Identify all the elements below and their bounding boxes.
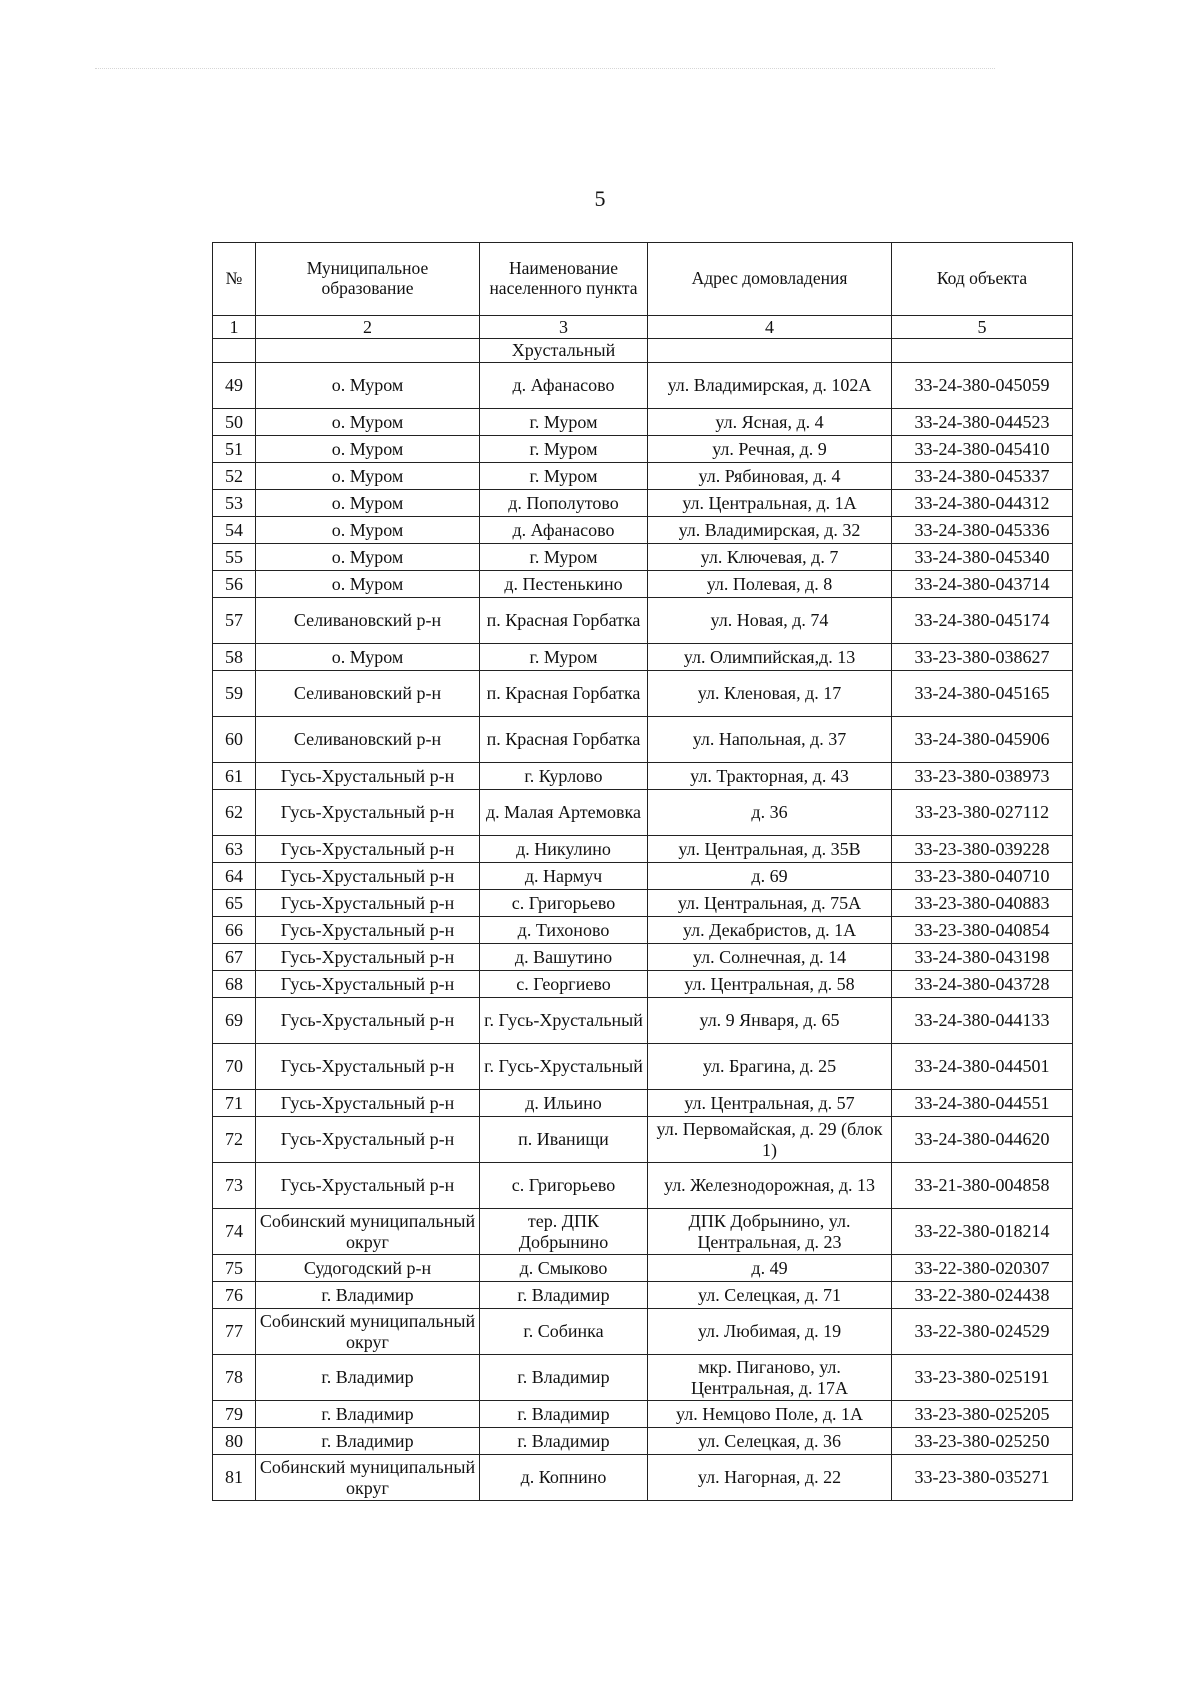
header-object-code: Код объекта [892,243,1073,316]
cell-address: мкр. Пиганово, ул. Центральная, д. 17А [648,1355,892,1401]
cell-settlement: д. Ильино [480,1090,648,1117]
table-row [213,1255,1073,1282]
cell-municipality: Собинский муниципальный округ [256,1309,480,1355]
cell-settlement: д. Афанасово [480,363,648,409]
table-row [213,1455,1073,1501]
household-registry-table [212,242,1073,1501]
cell-address: ул. Селецкая, д. 36 [648,1428,892,1455]
cell-object-code: 33-24-380-044501 [892,1044,1073,1090]
cell-municipality: о. Муром [256,490,480,517]
cell-object-code: 33-24-380-043714 [892,571,1073,598]
cell-settlement: г. Собинка [480,1309,648,1355]
cell-object-code: 33-23-380-040710 [892,863,1073,890]
table-row [213,790,1073,836]
cell-object-code: 33-24-380-045337 [892,463,1073,490]
cell-address: ул. Любимая, д. 19 [648,1309,892,1355]
cell-number: 72 [213,1117,256,1163]
cell-address: ул. Владимирская, д. 102А [648,363,892,409]
table-row [213,1309,1073,1355]
cell-number: 60 [213,717,256,763]
cell [892,339,1073,363]
table-row [213,463,1073,490]
cell-number: 50 [213,409,256,436]
scan-artifact-line [95,68,995,73]
cell-object-code: 33-23-380-025191 [892,1355,1073,1401]
cell-address: ул. Олимпийская,д. 13 [648,644,892,671]
cell-address: ул. Новая, д. 74 [648,598,892,644]
cell-settlement: п. Иванищи [480,1117,648,1163]
cell-settlement: г. Курлово [480,763,648,790]
cell-settlement: д. Тихоново [480,917,648,944]
cell-object-code: 33-24-380-045336 [892,517,1073,544]
table-row [213,598,1073,644]
cell-address: ул. Селецкая, д. 71 [648,1282,892,1309]
cell-number: 65 [213,890,256,917]
page-number: 5 [594,186,606,211]
table-row [213,1117,1073,1163]
cell-municipality: Гусь-Хрустальный р-н [256,790,480,836]
cell-municipality: Гусь-Хрустальный р-н [256,917,480,944]
table-row [213,1163,1073,1209]
cell-municipality: о. Муром [256,644,480,671]
cell-number: 66 [213,917,256,944]
cell-settlement: г. Владимир [480,1282,648,1309]
cell-object-code: 33-22-380-018214 [892,1209,1073,1255]
cell-settlement: г. Владимир [480,1355,648,1401]
cell-settlement: д. Вашутино [480,944,648,971]
cell-object-code: 33-24-380-043728 [892,971,1073,998]
cell-address: ул. Брагина, д. 25 [648,1044,892,1090]
cell-address: ул. 9 Января, д. 65 [648,998,892,1044]
cell-object-code: 33-24-380-045906 [892,717,1073,763]
cell-object-code: 33-24-380-045340 [892,544,1073,571]
table-row [213,409,1073,436]
cell-municipality: Гусь-Хрустальный р-н [256,763,480,790]
table-row [213,863,1073,890]
cell-number: 77 [213,1309,256,1355]
cell-object-code: 33-24-380-044312 [892,490,1073,517]
cell-municipality: Гусь-Хрустальный р-н [256,944,480,971]
cell [256,339,480,363]
table-body [213,339,1073,1501]
cell-object-code: 33-24-380-045174 [892,598,1073,644]
cell-number: 80 [213,1428,256,1455]
cell-municipality: о. Муром [256,436,480,463]
cell-municipality: Гусь-Хрустальный р-н [256,971,480,998]
cell-municipality: г. Владимир [256,1355,480,1401]
table-row [213,1209,1073,1255]
cell-object-code: 33-23-380-025250 [892,1428,1073,1455]
cell-object-code: 33-23-380-027112 [892,790,1073,836]
cell-object-code: 33-22-380-024529 [892,1309,1073,1355]
cell-municipality: Селивановский р-н [256,671,480,717]
cell-object-code: 33-24-380-044523 [892,409,1073,436]
header-settlement: Наименование населенного пункта [480,243,648,316]
cell-number: 57 [213,598,256,644]
column-number: 5 [892,316,1073,339]
cell-number: 74 [213,1209,256,1255]
cell [213,339,256,363]
column-number-row [213,316,1073,339]
table-row [213,1090,1073,1117]
cell-address: ул. Первомайская, д. 29 (блок 1) [648,1117,892,1163]
cell-number: 75 [213,1255,256,1282]
table-row [213,517,1073,544]
cell-settlement: г. Владимир [480,1401,648,1428]
cell-object-code: 33-23-380-025205 [892,1401,1073,1428]
table-row [213,836,1073,863]
cell-number: 81 [213,1455,256,1501]
cell-settlement: с. Георгиево [480,971,648,998]
cell-settlement: д. Копнино [480,1455,648,1501]
cell-object-code: 33-24-380-045059 [892,363,1073,409]
cell-address: д. 69 [648,863,892,890]
cell-municipality: о. Муром [256,409,480,436]
cell-number: 61 [213,763,256,790]
cell: Хрустальный [480,339,648,363]
cell-settlement: п. Красная Горбатка [480,717,648,763]
table-row [213,763,1073,790]
cell-address: ул. Ясная, д. 4 [648,409,892,436]
table-row [213,890,1073,917]
cell-number: 68 [213,971,256,998]
cell-number: 49 [213,363,256,409]
column-number: 3 [480,316,648,339]
cell-object-code: 33-23-380-038973 [892,763,1073,790]
cell-object-code: 33-23-380-035271 [892,1455,1073,1501]
cell-object-code: 33-24-380-044133 [892,998,1073,1044]
cell-settlement: тер. ДПК Добрынино [480,1209,648,1255]
cell-number: 63 [213,836,256,863]
cell-object-code: 33-23-380-038627 [892,644,1073,671]
cell-settlement: г. Владимир [480,1428,648,1455]
cell-address: ул. Полевая, д. 8 [648,571,892,598]
cell-address: ул. Центральная, д. 58 [648,971,892,998]
cell-municipality: Гусь-Хрустальный р-н [256,1044,480,1090]
cell-settlement: г. Муром [480,436,648,463]
column-number: 1 [213,316,256,339]
cell-address: ул. Железнодорожная, д. 13 [648,1163,892,1209]
cell-settlement: д. Смыково [480,1255,648,1282]
cell-address: ул. Немцово Поле, д. 1А [648,1401,892,1428]
table-row [213,944,1073,971]
cell-address: ул. Центральная, д. 57 [648,1090,892,1117]
cell-number: 78 [213,1355,256,1401]
table-row [213,717,1073,763]
table-row [213,671,1073,717]
cell-settlement: д. Малая Артемовка [480,790,648,836]
cell-address: ул. Рябиновая, д. 4 [648,463,892,490]
cell-address: ул. Центральная, д. 1А [648,490,892,517]
cell-number: 53 [213,490,256,517]
cell-number: 54 [213,517,256,544]
table-row [213,644,1073,671]
table-row [213,436,1073,463]
cell-municipality: о. Муром [256,544,480,571]
cell-municipality: Гусь-Хрустальный р-н [256,890,480,917]
column-number: 2 [256,316,480,339]
cell-number: 76 [213,1282,256,1309]
cell-municipality: Собинский муниципальный округ [256,1209,480,1255]
cell-object-code: 33-24-380-044620 [892,1117,1073,1163]
cell-municipality: Гусь-Хрустальный р-н [256,998,480,1044]
cell-number: 62 [213,790,256,836]
table-row [213,363,1073,409]
cell-settlement: г. Гусь-Хрустальный [480,1044,648,1090]
table-row [213,1355,1073,1401]
table-row [213,1044,1073,1090]
cell-municipality: Селивановский р-н [256,717,480,763]
cell-settlement: г. Муром [480,644,648,671]
cell-address: ул. Речная, д. 9 [648,436,892,463]
cell-address: д. 49 [648,1255,892,1282]
table-row [213,490,1073,517]
cell-number: 73 [213,1163,256,1209]
cell-municipality: Судогодский р-н [256,1255,480,1282]
cell-settlement: д. Нармуч [480,863,648,890]
cell-object-code: 33-24-380-043198 [892,944,1073,971]
cell-number: 52 [213,463,256,490]
cell-settlement: д. Пополутово [480,490,648,517]
cell-municipality: г. Владимир [256,1401,480,1428]
cell-settlement: г. Муром [480,409,648,436]
table-row [213,1282,1073,1309]
cell-settlement: г. Муром [480,544,648,571]
table-row [213,917,1073,944]
cell [648,339,892,363]
cell-settlement: д. Афанасово [480,517,648,544]
cell-municipality: Гусь-Хрустальный р-н [256,863,480,890]
cell-municipality: о. Муром [256,463,480,490]
cell-settlement: п. Красная Горбатка [480,671,648,717]
cell-number: 79 [213,1401,256,1428]
cell-address: д. 36 [648,790,892,836]
cell-settlement: д. Никулино [480,836,648,863]
cell-number: 55 [213,544,256,571]
table-row [213,544,1073,571]
cell-settlement: г. Муром [480,463,648,490]
cell-settlement: п. Красная Горбатка [480,598,648,644]
cell-municipality: о. Муром [256,363,480,409]
cell-address: ул. Кленовая, д. 17 [648,671,892,717]
cell-number: 69 [213,998,256,1044]
cell-settlement: г. Гусь-Хрустальный [480,998,648,1044]
column-number: 4 [648,316,892,339]
cell-municipality: г. Владимир [256,1282,480,1309]
table-row [213,971,1073,998]
header-address: Адрес домовладения [648,243,892,316]
cell-address: ул. Владимирская, д. 32 [648,517,892,544]
cell-municipality: Гусь-Хрустальный р-н [256,1117,480,1163]
table-row [213,1428,1073,1455]
cell-number: 59 [213,671,256,717]
header-number: № [213,243,256,316]
cell-settlement: с. Григорьево [480,1163,648,1209]
cell-municipality: Гусь-Хрустальный р-н [256,836,480,863]
cell-municipality: г. Владимир [256,1428,480,1455]
header-municipality: Муниципальное образование [256,243,480,316]
cell-settlement: д. Пестенькино [480,571,648,598]
cell-number: 64 [213,863,256,890]
cell-number: 67 [213,944,256,971]
cell-address: ул. Центральная, д. 75А [648,890,892,917]
cell-settlement: с. Григорьево [480,890,648,917]
cell-object-code: 33-24-380-045165 [892,671,1073,717]
table-header-row [213,243,1073,316]
cell-municipality: о. Муром [256,571,480,598]
cell-address: ул. Нагорная, д. 22 [648,1455,892,1501]
cell-number: 56 [213,571,256,598]
table-row [213,571,1073,598]
cell-object-code: 33-22-380-020307 [892,1255,1073,1282]
cell-object-code: 33-24-380-044551 [892,1090,1073,1117]
cell-number: 58 [213,644,256,671]
cell-object-code: 33-23-380-040883 [892,890,1073,917]
cell-number: 70 [213,1044,256,1090]
cell-municipality: Гусь-Хрустальный р-н [256,1090,480,1117]
table-row [213,998,1073,1044]
cell-municipality: Гусь-Хрустальный р-н [256,1163,480,1209]
cell-address: ул. Напольная, д. 37 [648,717,892,763]
cell-address: ул. Центральная, д. 35В [648,836,892,863]
cell-object-code: 33-23-380-039228 [892,836,1073,863]
cell-municipality: Селивановский р-н [256,598,480,644]
cell-address: ул. Ключевая, д. 7 [648,544,892,571]
cell-object-code: 33-24-380-045410 [892,436,1073,463]
table-row [213,1401,1073,1428]
cell-object-code: 33-21-380-004858 [892,1163,1073,1209]
cell-address: ДПК Добрынино, ул. Центральная, д. 23 [648,1209,892,1255]
cell-address: ул. Тракторная, д. 43 [648,763,892,790]
continuation-row [213,339,1073,363]
cell-number: 71 [213,1090,256,1117]
cell-object-code: 33-23-380-040854 [892,917,1073,944]
cell-object-code: 33-22-380-024438 [892,1282,1073,1309]
cell-municipality: о. Муром [256,517,480,544]
cell-address: ул. Солнечная, д. 14 [648,944,892,971]
cell-number: 51 [213,436,256,463]
cell-address: ул. Декабристов, д. 1А [648,917,892,944]
cell-municipality: Собинский муниципальный округ [256,1455,480,1501]
